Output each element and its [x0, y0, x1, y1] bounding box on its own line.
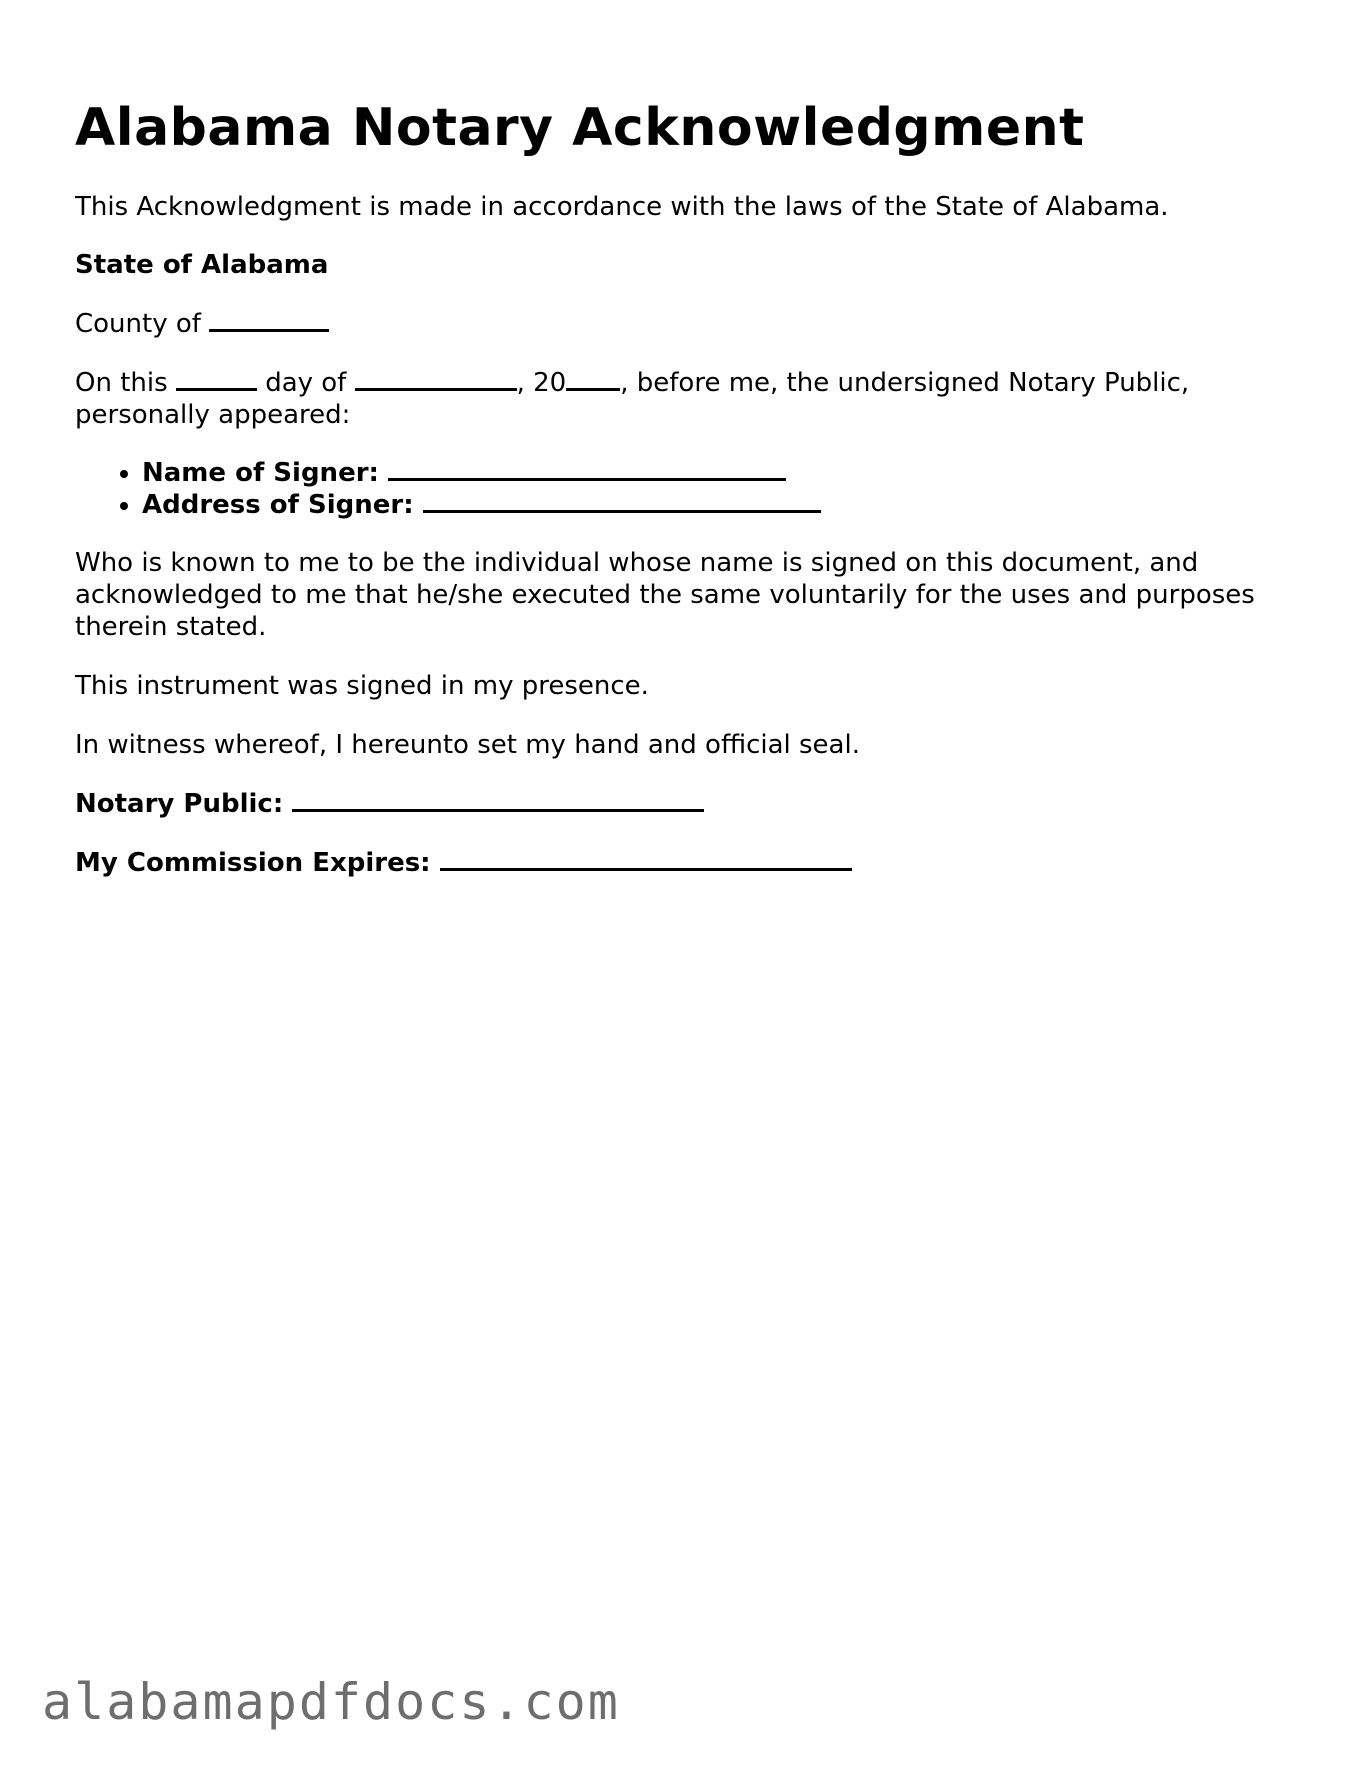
date-text-day-of: day of: [265, 368, 347, 398]
signer-address-blank[interactable]: [423, 509, 821, 513]
notary-blank[interactable]: [292, 808, 704, 812]
witness-paragraph: In witness whereof, I hereunto set my hand and official seal.: [75, 730, 860, 760]
commission-label: My Commission Expires:: [75, 848, 431, 878]
county-blank[interactable]: [209, 328, 329, 332]
month-blank[interactable]: [355, 387, 517, 391]
county-line: [75, 308, 1305, 340]
year-blank[interactable]: [566, 387, 620, 391]
presence-paragraph: This instrument was signed in my presence.: [75, 671, 649, 701]
notary-label: Notary Public:: [75, 789, 284, 819]
site-watermark: alabamapdfdocs.com: [42, 1673, 620, 1731]
commission-line: [75, 847, 1305, 879]
known-paragraph: Who is known to me to be the individual whose name is signed on this document, and acknowledged to me that he/she executed the same voluntarily for the uses and purposes therein stated.: [75, 548, 1255, 642]
intro-paragraph: This Acknowledgment is made in accordance with the laws of the State of Alabama.: [75, 192, 1169, 222]
state-heading: State of Alabama: [75, 250, 329, 280]
signer-list: [75, 457, 1305, 521]
notary-line: [75, 788, 1305, 820]
date-paragraph: [75, 367, 1305, 431]
document-page: [75, 95, 1305, 879]
signer-name-blank[interactable]: [388, 477, 786, 481]
date-text-on-this: On this: [75, 368, 168, 398]
signer-address-item: [142, 489, 1305, 521]
document-title: Alabama Notary Acknowledgment: [75, 98, 1085, 158]
signer-name-item: [142, 457, 1305, 489]
signer-address-label: Address of Signer:: [142, 490, 414, 520]
county-label: County of: [75, 309, 201, 339]
date-text-appeared: , before me, the undersigned Notary Public, personally appeared:: [75, 368, 1190, 430]
date-text-year-prefix: , 20: [516, 368, 567, 398]
day-blank[interactable]: [176, 387, 257, 391]
signer-name-label: Name of Signer:: [142, 458, 379, 488]
commission-blank[interactable]: [440, 867, 852, 871]
